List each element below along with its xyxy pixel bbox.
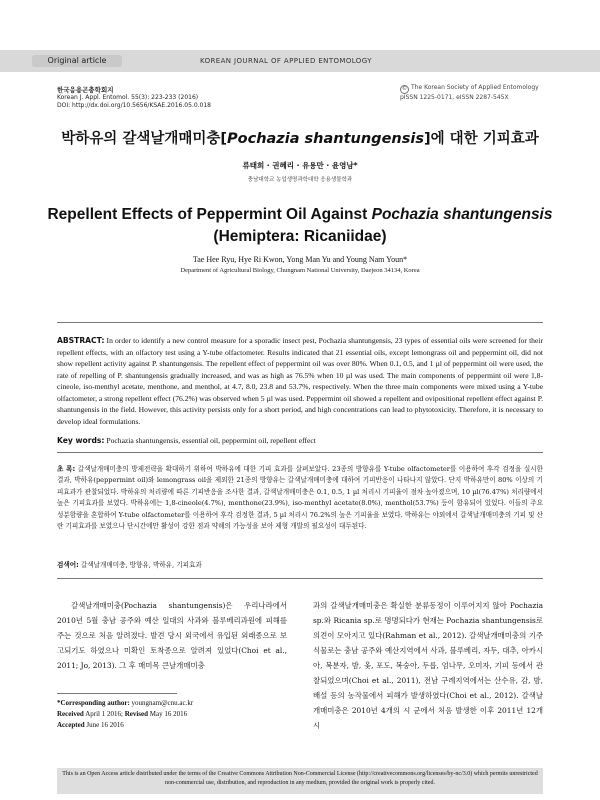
received-label: Received <box>57 710 84 718</box>
title-en-subtitle: (Hemiptera: Ricaniidae) <box>213 228 387 245</box>
keywords-ko-label: 검색어: <box>57 561 79 569</box>
doi-link[interactable]: DOI: http://dx.doi.org/10.5656/KSAE.2016.05.0.018 <box>57 102 211 109</box>
keywords-label: Key words: <box>57 436 105 445</box>
accepted-label: Accepted <box>57 721 85 729</box>
title-ko-prefix: 박하유의 갈색날개매미충[ <box>61 131 228 147</box>
revised-label: Revised <box>124 710 149 718</box>
title-english <box>40 204 560 248</box>
accepted-date: June 16 2016 <box>86 721 124 729</box>
license-notice: This is an Open Access article distributed under the terms of the Creative Commons Attribution Non-Commercial License (http://creativecommons.org/licenses/by-nc/3.0) which permits unrestricted non-commercial use, distribution, and reproduction in any medium, provided the original work is properly cited. <box>57 768 543 794</box>
issn: pISSN 1225-0171, eISSN 2287-545X <box>400 94 509 101</box>
abstract-text: In order to identify a new control measure for a sporadic insect pest, Pochazia shantungensis, 23 types of essential oils were screened for their repellent effects, with an olfactory test using a Y-tube olfactometer. Results indicated that 21 essential oils, except lemongrass oil and peppermint oil, did not show repellent activity against P. shantungensis. The repellent effect of peppermint oil was over 80%. When 0.1, 0.5, and 1 µl of peppermint oil were used, the rate of repelling of P. shantungensis gradually increased, and was as high as 76.5% when 10 µl was used. The main components of peppermint oil were 1,8-cineole, iso-menthyl acetate, menthone, and menthol, at 4.7, 8.0, 23.8 and 53.7%, respectively. When the three main components were mixed using a Y-tube olfactometer, a strong repellent effect (76.2%) was observed when 5 µl was used. Peppermint oil showed a repellent and ovipositional repellent effect against P. shantungensis in the field. However, this activity persists only for a short period, and high concentrations can lead to phytotoxicity. Therefore, it is necessary to develop ideal formulations. <box>57 336 543 426</box>
affiliation-korean: 충남대학교 농업생명과학대학 응용생물학과 <box>247 177 353 183</box>
journal-header-band <box>0 50 600 72</box>
journal-name-ko: 한국응용곤충학회지 <box>57 86 114 94</box>
abstract-korean <box>57 464 543 532</box>
keywords-korean <box>57 560 543 570</box>
title-ko-species: Pochazia shantungensis <box>227 131 424 147</box>
abstract-ko-label: 초 록: <box>57 465 76 473</box>
footnote <box>57 698 287 731</box>
keywords-english <box>57 435 543 446</box>
abstract-ko-text: 갈색날개매미충의 방제전략을 확대하기 위하여 박하유에 대한 기피 효과를 살펴보았다. 23종의 방향유를 Y-tube olfactometer를 이용하여 후각 검정을 실시한 결과, 박하유(peppermint oil)와 lemongrass oil을 제외한 21종의 방향유는 갈색날개매미충에 대하여 기피반응이 나타나지 않았다. 단지 박하유만이 80% 이상의 기피효과가 관찰되었다. 박하유의 처리량에 따른 기피반응을 조사한 결과, 갈색날개매미충은 0.1, 0.5, 1 µl 처리시 기피율이 점차 높아졌으며, 10 µl(76.47%) 처리량에서 높은 기피효과를 보였다. 박하유에는 1,8-cineole(4.7%), menthone(23.9%), iso-menthyl acetate(8.0%), menthol(53.7%) 등이 함유되어 있었다. 이들의 주요 성분함량을 혼합하여 Y-tube olfactometer를 이용하여 후각 검정한 결과, 5 µl 처리시 76.2%의 높은 기피율을 보였다. 박하유는 야외에서 갈색날개매미충의 기피 및 산란 기피효과를 보였으나 단시간에만 활성이 강한 점과 약해의 가능성을 보아 제형 개발의 필요성이 대두된다. <box>57 465 543 531</box>
authors-korean: 류태희 · 권혜리 · 유용만 · 윤영남* <box>242 161 358 170</box>
revised-date: May 16 2016 <box>149 710 188 718</box>
keywords-text: Pochazia shantungensis, essential oil, peppermint oil, repellent effect <box>106 436 316 445</box>
abstract-divider <box>57 452 543 453</box>
title-en-prefix: Repellent Effects of Peppermint Oil Against <box>47 206 372 223</box>
abstract-english <box>57 335 543 427</box>
title-korean <box>0 127 600 148</box>
abstract-bottom-rule <box>57 578 543 579</box>
body-column-right <box>313 598 543 763</box>
affiliation-english: Department of Agricultural Biology, Chungnam National University, Daejeon 34134, Korea <box>180 267 420 274</box>
article-type-label: Original article <box>32 55 122 67</box>
keywords-ko-text: 갈색날개매미충, 방향유, 박하유, 기피효과 <box>80 561 202 569</box>
authors-english: Tae Hee Ryu, Hye Ri Kwon, Yong Man Yu and Young Nam Youn* <box>192 255 408 264</box>
body-left-text: 갈색날개매미충(Pochazia shantungensis)은 우리나라에서 2010년 5월 충남 공주와 예산 일대의 사과와 블루베리과원에 피해를 주는 것으로 처음 알려졌다. 발견 당시 외국에서 유입된 외래종으로 보고되기도 하였으나 미확인 토착종으로 알려져 있었다(Choi et al., 2011; Jo, 2013). 그 후 매미목 큰날개매미충 <box>57 601 287 670</box>
corresponding-label: *Corresponding author: <box>57 699 130 707</box>
journal-name-en: KOREAN JOURNAL OF APPLIED ENTOMOLOGY <box>200 57 372 65</box>
copyright-text: The Korean Society of Applied Entomology <box>411 84 539 91</box>
title-en-species: Pochazia shantungensis <box>371 206 553 223</box>
footnote-rule <box>57 693 177 694</box>
copyright-block <box>400 84 580 102</box>
abstract-label: ABSTRACT: <box>57 336 105 345</box>
corresponding-email[interactable]: youngnam@cnu.ac.kr <box>131 699 194 707</box>
abstract-top-rule <box>57 322 543 323</box>
received-date: April 1 2016; <box>85 710 123 718</box>
citation-block <box>57 86 317 110</box>
body-right-text: 과의 갈색날개매미충은 확실한 분류동정이 이루어지지 않아 Pochazia sp.와 Ricania sp.로 명명되다가 현재는 Pochazia shantungensis로 의견이 모아지고 있다(Rahman et al., 2012). 갈색날개매미충의 기주 식물로는 충남 공주와 예산지역에서 사과, 블루베리, 자두, 대추, 아카시아, 복분자, 밤, 옻, 포도, 복숭아, 두릅, 엄나무, 오미자, 기피 등에서 관찰되었으며(Choi et al., 2011), 전남 구례지역에서는 산수유, 감, 밤, 배설 등의 농작물에서 피해가 발생하였다(Choi et al., 2012). 갈색날개매미충은 2010년 4개의 시 군에서 처음 발생한 이후 2011년 12개 시 <box>313 601 543 730</box>
citation: Korean J. Appl. Entomol. 55(3): 223-233 (2016) <box>57 94 199 101</box>
body-column-left <box>57 598 287 678</box>
title-ko-suffix: ]에 대한 기피효과 <box>423 131 539 147</box>
copyright-icon: © <box>402 86 407 92</box>
